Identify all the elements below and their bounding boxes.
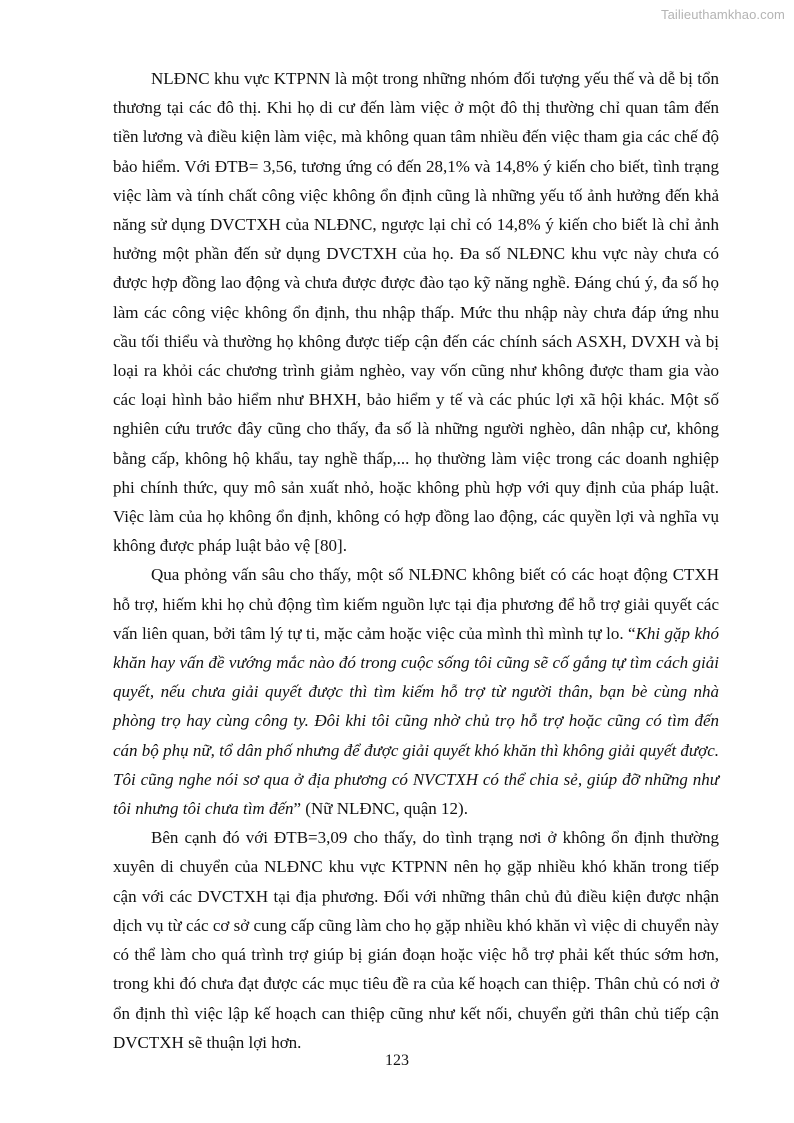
interview-quote: Khi gặp khó khăn hay vấn đề vướng mắc nào đó trong cuộc sống tôi cũng sẽ cố gắng tự tìm cách giải quyết, nếu chưa giải quyết được thì tìm kiếm hỗ trợ từ người thân, bạn bè cùng nhà phòng trọ hay cùng công ty. Đôi khi tôi cũng nhờ chủ trọ hỗ trợ hoặc cũng có tìm đến cán bộ phụ nữ, tổ dân phố nhưng để được giải quyết khó khăn thì không giải quyết được. Tôi cũng nghe nói sơ qua ở địa phương có NVCTXH có thể chia sẻ, giúp đỡ những như tôi nhưng tôi chưa tìm đến <box>113 623 720 819</box>
paragraph-residence: Bên cạnh đó với ĐTB=3,09 cho thấy, do tình trạng nơi ở không ổn định thường xuyên di chuyển của NLĐNC khu vực KTPNN nên họ gặp nhiều khó khăn trong tiếp cận với các DVCTXH tại địa phương. Đối với những thân chủ đủ điều kiện được nhận dịch vụ từ các cơ sở cung cấp cũng làm cho họ gặp nhiều khó khăn vì việc di chuyển này có thể làm cho quá trình trợ giúp bị gián đoạn hoặc việc hỗ trợ phải kết thúc sớm hơn, trong khi đó chưa đạt được các mục tiêu đề ra của kế hoạch can thiệp. Thân chủ có nơi ở ổn định thì việc lập kế hoạch can thiệp cũng như kết nối, chuyển gửi thân chủ tiếp cận DVCTXH sẽ thuận lợi hơn. <box>113 828 719 1052</box>
paragraph-interview <box>113 560 719 823</box>
interview-lead-text: Qua phỏng vấn sâu cho thấy, một số NLĐNC không biết có các hoạt động CTXH hỗ trợ, hiếm khi họ chủ động tìm kiếm nguồn lực tại địa phương để hỗ trợ giải quyết các vấn liên quan, bởi tâm lý tự ti, mặc cảm hoặc việc của mình thì mình tự lo. “ <box>113 565 719 643</box>
document-body <box>113 64 719 1057</box>
page-number: 123 <box>385 1052 409 1069</box>
interview-citation: ” (Nữ NLĐNC, quận 12). <box>293 799 468 819</box>
paragraph-intro: NLĐNC khu vực KTPNN là một trong những nhóm đối tượng yếu thế và dễ bị tổn thương tại các đô thị. Khi họ di cư đến làm việc ở một đô thị thường chỉ quan tâm đến tiền lương và điều kiện làm việc, mà không quan tâm nhiều đến việc tham gia các chế độ bảo hiểm. Với ĐTB= 3,56, tương ứng có đến 28,1% và 14,8% ý kiến cho biết, tình trạng việc làm và tính chất công việc không ổn định cũng là những yếu tố ảnh hưởng đến khả năng sử dụng DVCTXH của NLĐNC, ngược lại chỉ có 14,8% ý kiến cho biết là chỉ ảnh hưởng một phần đến sử dụng DVCTXH của họ. Đa số NLĐNC khu vực này chưa có được hợp đồng lao động và chưa được được đào tạo kỹ năng nghề. Đáng chú ý, đa số họ làm các công việc không ổn định, thu nhập thấp. Mức thu nhập này chưa đáp ứng nhu cầu tối thiểu và thường họ không được tiếp cận đến các chính sách ASXH, DVXH và bị loại ra khỏi các chương trình giảm nghèo, vay vốn cũng như không được tham gia vào các loại hình bảo hiểm như BHXH, bảo hiểm y tế và các phúc lợi xã hội khác. Một số nghiên cứu trước đây cũng cho thấy, đa số là những người nghèo, dân nhập cư, không bằng cấp, không hộ khẩu, tay nghề thấp,... họ thường làm việc trong các doanh nghiệp phi chính thức, quy mô sản xuất nhỏ, hoặc không phù hợp với quy định của pháp luật. Việc làm của họ không ổn định, không có hợp đồng lao động, các quyền lợi và nghĩa vụ không được pháp luật bảo vệ [80]. <box>113 69 719 556</box>
watermark-text: Tailieuthamkhao.com <box>660 7 785 22</box>
